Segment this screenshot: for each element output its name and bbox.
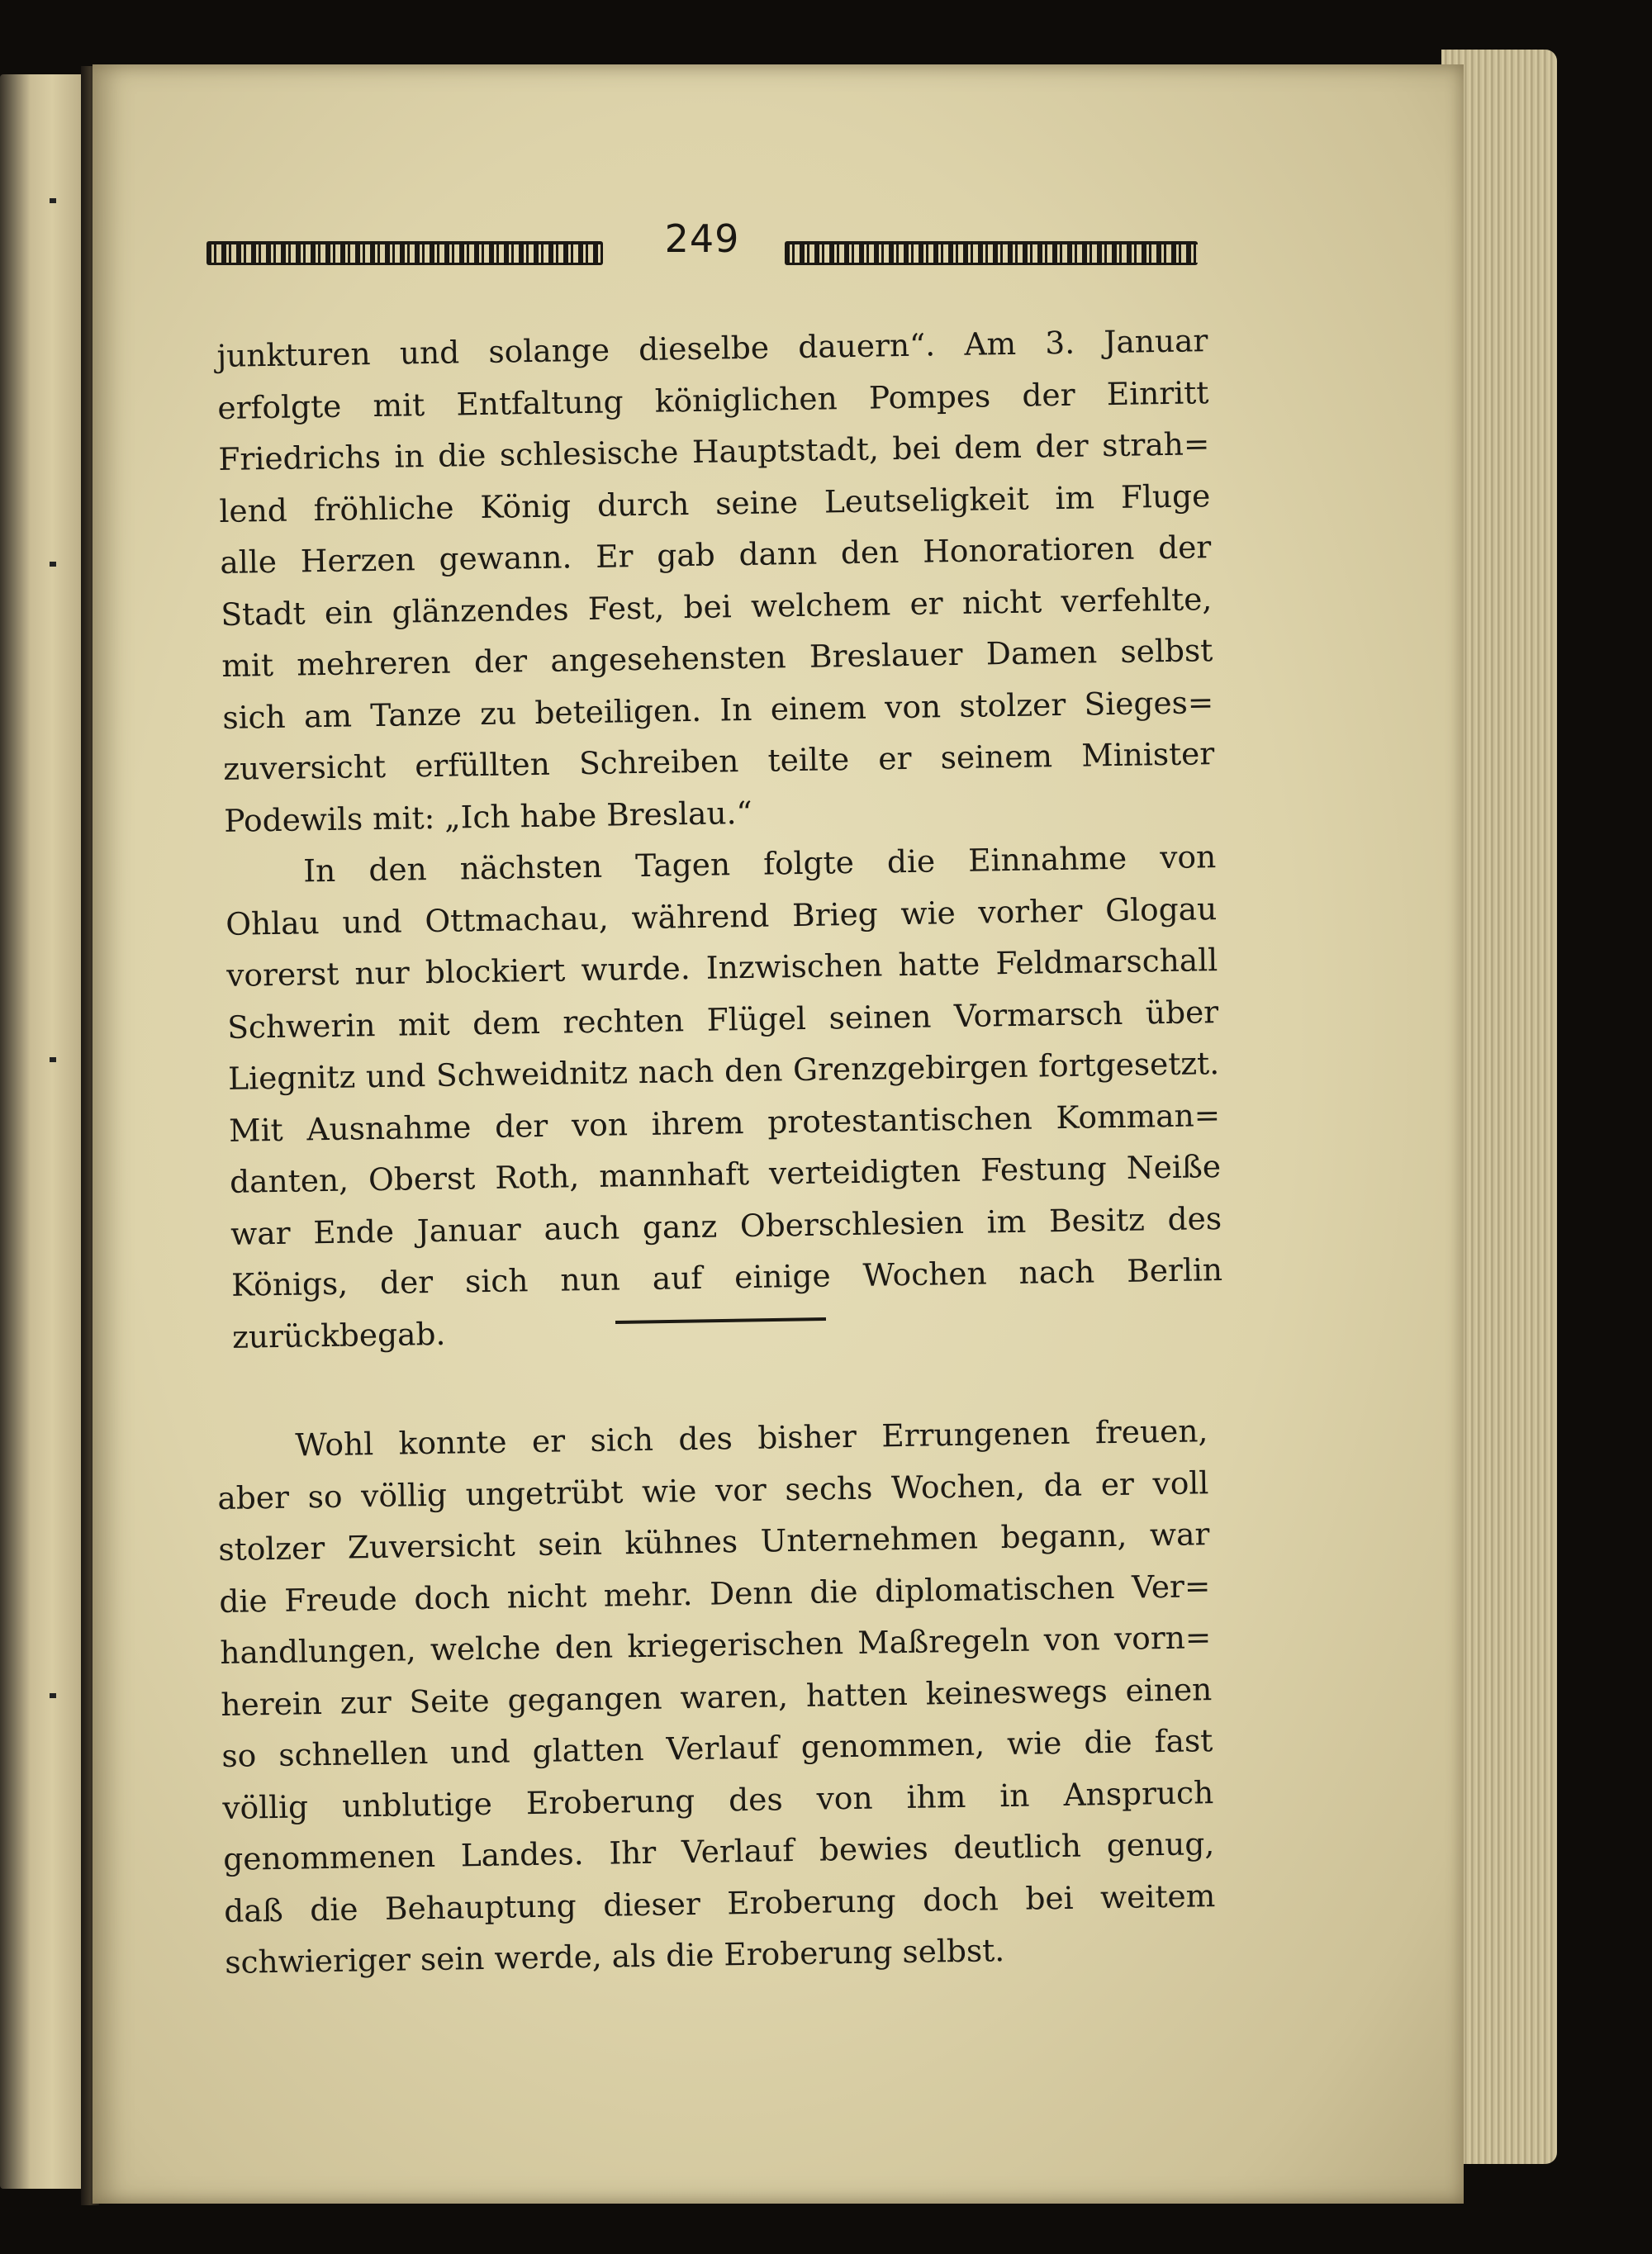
text-line: mit mehreren der angesehensten Breslauer Damen selbst xyxy=(221,632,1213,684)
text-line: stolzer Zuversicht sein kühnes Unternehmen begann, war xyxy=(218,1516,1210,1568)
text-line: vorerst nur blockiert wurde. Inzwischen hatte Feldmarschall xyxy=(225,942,1218,994)
text-line: sich am Tanze zu beteiligen. In einem von stolzer Sieges= xyxy=(222,683,1214,736)
text-line: so schnellen und glatten Verlauf genommen, wie die fast xyxy=(221,1722,1213,1774)
text-line: Liegnitz und Schweidnitz nach den Grenzgebirgen fortgesetzt. xyxy=(227,1045,1220,1097)
text-line: zurückbegab. xyxy=(231,1315,446,1355)
text-line: In den nächsten Tagen folgte die Einnahme von xyxy=(302,838,1217,890)
text-line: Wohl konnte er sich des bisher Errungenen freuen, xyxy=(295,1412,1208,1464)
text-line: alle Herzen gewann. Er gab dann den Honoratioren der xyxy=(220,529,1212,581)
text-line: zuversicht erfüllten Schreiben teilte er seinem Minister xyxy=(222,735,1215,787)
text-line: handlungen, welche den kriegerischen Maßregeln von vorn= xyxy=(220,1619,1212,1671)
binding-stitch xyxy=(50,1057,56,1062)
page-header xyxy=(206,216,1198,274)
text-line: lend fröhliche König durch seine Leutseligkeit im Fluge xyxy=(219,477,1211,529)
header-ornament-left xyxy=(206,241,603,265)
text-line: herein zur Seite gegangen waren, hatten keineswegs einen xyxy=(221,1670,1213,1723)
page-number: 249 xyxy=(664,216,740,261)
text-line: Mit Ausnahme der von ihrem protestantischen Komman= xyxy=(228,1096,1221,1149)
paragraph-block-1 xyxy=(216,315,1223,1363)
text-line: Schwerin mit dem rechten Flügel seinen Vormarsch über xyxy=(226,993,1219,1046)
text-line: Podewils mit: „Ich habe Breslau.“ xyxy=(223,794,752,839)
text-line: erfolgte mit Entfaltung königlichen Pompes der Einritt xyxy=(217,373,1209,426)
text-line: aber so völlig ungetrübt wie vor sechs Wochen, da er voll xyxy=(217,1464,1209,1516)
text-line: war Ende Januar auch ganz Oberschlesien im Besitz des xyxy=(230,1199,1222,1252)
paragraph-block-2 xyxy=(216,1405,1217,1988)
text-line: schwieriger sein werde, als die Eroberung selbst. xyxy=(224,1932,1005,1981)
text-line: danten, Oberst Roth, mannhaft verteidigten Festung Neiße xyxy=(229,1148,1222,1200)
text-line: Stadt ein glänzendes Fest, bei welchem er nicht verfehlte, xyxy=(221,580,1213,633)
text-line: genommenen Landes. Ihr Verlauf bewies deutlich genug, xyxy=(222,1825,1215,1877)
text-line: Ohlau und Ottmachau, während Brieg wie vorher Glogau xyxy=(225,890,1218,942)
binding-stitch xyxy=(50,198,56,203)
binding-stitch xyxy=(50,1693,56,1698)
binding-stitch xyxy=(50,562,56,567)
header-ornament-right xyxy=(785,241,1198,265)
text-line: daß die Behauptung dieser Eroberung doch bei weitem xyxy=(223,1877,1216,1929)
text-line: Friedrichs in die schlesische Hauptstadt, bei dem der strah= xyxy=(218,425,1210,477)
text-line: Königs, der sich nun auf einige Wochen nach Berlin xyxy=(230,1251,1223,1303)
text-line: völlig unblutige Eroberung des von ihm in Anspruch xyxy=(222,1773,1214,1826)
text-line: junkturen und solange dieselbe dauern“. Am 3. Januar xyxy=(216,322,1208,374)
text-line: die Freude doch nicht mehr. Denn die diplomatischen Ver= xyxy=(219,1567,1211,1620)
previous-page-edge xyxy=(0,74,87,2189)
